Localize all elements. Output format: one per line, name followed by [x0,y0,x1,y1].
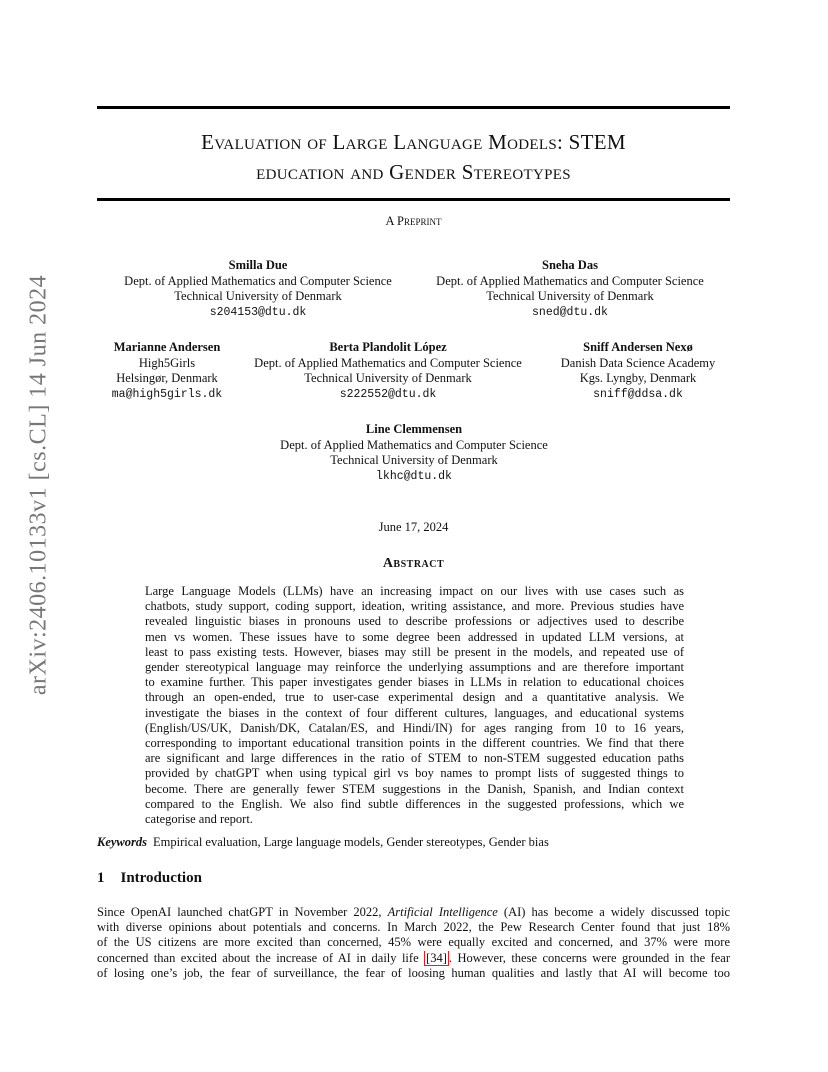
keywords-text: Empirical evaluation, Large language models, Gender stereotypes, Gender bias [153,835,549,849]
author-email[interactable]: ma@high5girls.dk [111,387,223,401]
abstract-line: gender stereotypical language may reinforce the underlying assumptions and are therefore important [145,660,684,675]
author-institution: Technical University of Denmark [304,371,472,385]
preprint-label: A Preprint [385,214,442,228]
abstract-line: revealed linguistic biases in pronouns used to describe professions or adjectives used to describe [145,614,684,629]
author-email[interactable]: s204153@dtu.dk [209,305,307,319]
intro-emphasis: Artificial Intelligence [387,905,498,919]
intro-text: . However, these concerns were grounded in the fear [448,950,730,965]
abstract-line: investigate the biases in the context of four different cultures, languages, and educational systems [145,705,684,720]
author-block [238,340,538,402]
title-line-2: education and Gender Stereotypes [256,160,571,184]
title-rule-top [97,106,730,109]
author-block [548,340,728,402]
abstract-body [145,584,684,827]
title-line-1: Evaluation of Large Language Models: STEM [201,130,626,154]
abstract-heading: Abstract [382,556,445,571]
section-heading [97,870,202,887]
author-block [108,258,408,320]
author-block [97,340,237,402]
abstract-line: become. There are generally fewer STEM suggestions in the Danish, Spanish, and Indian context [145,781,684,796]
abstract-line: are significant and large differences in the ratio of STEM to non-STEM suggested education paths [145,751,684,766]
title-rule-bottom [97,198,730,201]
keywords [97,835,549,850]
abstract-line: Large Language Models (LLMs) have an increasing impact on our lives with use cases such as [145,584,684,598]
intro-text: Since OpenAI launched chatGPT in November 2022, [97,905,388,919]
abstract-line: through an open-ended, true to user-case experimental design and a quantitative analysis. We [145,690,684,705]
author-name: Sneha Das [542,258,598,272]
author-name: Berta Plandolit López [329,340,447,354]
arxiv-stamp-text: arXiv:2406.10133v1 [cs.CL] 14 Jun 2024 [25,274,52,696]
abstract-line: provided by chatGPT when using typical girl vs boy names to prompt lists of suggested things to [145,766,684,781]
author-institution: Technical University of Denmark [486,289,654,303]
author-name: Smilla Due [228,258,288,272]
abstract-line: chatbots, study support, coding support, ideation, writing assistance, and more. Previous studies have [145,599,684,614]
abstract-line: to examine further. This paper investigates gender biases in LLMs in relation to educational choices [145,675,684,690]
author-email[interactable]: sniff@ddsa.dk [593,387,683,401]
author-block [420,258,720,320]
keywords-label: Keywords [97,835,147,849]
author-affiliation: Dept. of Applied Mathematics and Computer Science [254,355,522,370]
section-title: Introduction [120,870,202,886]
abstract-line: (English/US/UK, Danish/DK, Catalan/ES, and Hindi/IN) for ages ranging from 10 to 16 years, [145,720,684,735]
abstract-line: categorise and report. [145,812,253,827]
author-name: Sniff Andersen Nexø [583,340,693,354]
abstract-line: men vs women. These issues have to some degree been addressed in updated LLM versions, at [145,629,684,644]
author-name: Marianne Andersen [113,340,221,354]
author-affiliation: Dept. of Applied Mathematics and Computer Science [280,437,548,452]
author-email[interactable]: s222552@dtu.dk [339,387,437,401]
author-name: Line Clemmensen [365,422,463,436]
abstract-line: compared to the English. We also find subtle differences in the suggested professions, which we [145,796,684,811]
author-email[interactable]: sned@dtu.dk [532,305,608,319]
intro-text: concerned than excited about the increase of AI in daily life [97,950,425,965]
author-institution: Technical University of Denmark [330,453,498,467]
author-affiliation: Dept. of Applied Mathematics and Computer Science [436,273,704,288]
author-block [264,422,564,484]
author-affiliation: High5Girls [138,355,196,370]
arxiv-stamp [14,274,64,696]
intro-line: of the US citizens are more excited than concerned, 45% were equally excited and concerned, and 37% were more [97,935,730,950]
citation-link[interactable]: [34] [426,950,447,965]
abstract-line: least to pass existing tests. However, biases may still be present in the models, and repeated use of [145,644,684,659]
author-affiliation: Dept. of Applied Mathematics and Computer Science [124,273,392,288]
author-institution: Helsingør, Denmark [116,371,218,385]
intro-line: of losing one’s job, the fear of surveillance, the fear of loosing human qualities and lastly that AI will become too [97,965,730,980]
intro-paragraph [97,905,730,981]
author-affiliation: Danish Data Science Academy [560,355,716,370]
author-institution: Technical University of Denmark [174,289,342,303]
intro-line [97,905,730,920]
author-institution: Kgs. Lyngby, Denmark [579,371,697,385]
intro-line [97,951,730,966]
paper-title [97,127,730,187]
section-number: 1 [97,870,105,886]
publication-date: June 17, 2024 [378,520,449,534]
author-email[interactable]: lkhc@dtu.dk [376,469,452,483]
abstract-line: corresponding to important educational transition points in the different countries. We find that there [145,736,684,751]
intro-line: with diverse opinions about potentials and concerns. In March 2022, the Pew Research Center found that just 18% [97,920,730,935]
intro-text: (AI) has become a widely discussed topic [497,905,730,919]
